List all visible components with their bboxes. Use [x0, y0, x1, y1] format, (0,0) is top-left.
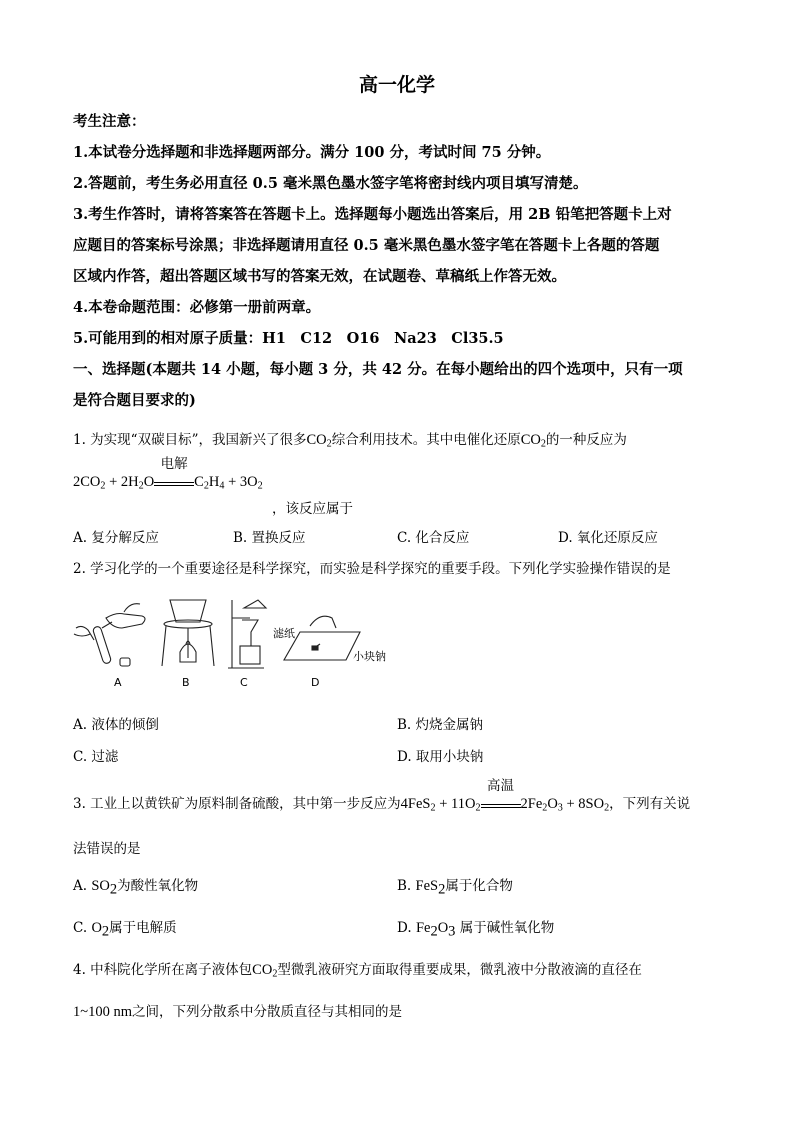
notice-item-2: 2.答题前，考生务必用直径 0.5 毫米黑色墨水签字笔将密封线内项目填写清楚。: [73, 175, 588, 192]
notice-item-5: 5.可能用到的相对原子质量：H1 C12 O16 Na23 Cl35.5: [73, 330, 504, 347]
q1-text-b: 综合利用技术。其中电催化还原: [331, 432, 521, 448]
notice-item-3-cont2: 区域内作答，超出答题区域书写的答案无效，在试题卷、草稿纸上作答无效。: [73, 268, 566, 285]
q3-stem: 3. 工业上以黄铁矿为原料制备硫酸，其中第一步反应为$4FeS_2 + 11O_2$ 高温 $2Fe_2O_3 + 8SO_2$，下列有关说: [73, 792, 690, 813]
q3-option-d: D. $Fe_2O_3$ 属于碱性氧化物: [397, 920, 555, 940]
figure-letter-b: B: [182, 676, 190, 689]
q3-option-a: A. $SO_2$为酸性氧化物: [73, 878, 199, 898]
q2-option-d: D. 取用小块钠: [397, 749, 484, 765]
q2-stem: 2. 学习化学的一个重要途径是科学探究，而实验是科学探究的重要手段。下列化学实验操作错误的是: [73, 561, 671, 577]
figure-c-filtration: [224, 598, 270, 672]
q4-range: 1~100 nm: [73, 1004, 132, 1020]
q1-option-d: D. 氧化还原反应: [558, 530, 658, 546]
page-title: 高一化学: [358, 74, 435, 96]
q1-option-b: B. 置换反应: [233, 530, 306, 546]
figure-a-liquid-pouring: [68, 598, 158, 670]
q1-option-a: A. 复分解反应: [73, 530, 159, 546]
figure-label-sodium: 小块钠: [353, 650, 386, 663]
q1-co2-b: $CO_2$: [520, 432, 546, 450]
figure-label-filter-paper: 滤纸: [273, 627, 295, 640]
q4-stem-cont: 1~100 nm之间，下列分散系中分散质直径与其相同的是: [73, 1004, 402, 1020]
q1-co2: $CO_2$: [306, 432, 332, 450]
q3-condition: 高温: [487, 777, 514, 794]
q3-stem-cont: 法错误的是: [73, 841, 141, 857]
q3-option-b: B. FeS$_2$属于化合物: [397, 878, 513, 898]
q1-tail: ，该反应属于: [272, 501, 353, 517]
q3-equation: $4FeS_2 + 11O_2$ 高温 $2Fe_2O_3 + 8SO_2$: [401, 796, 609, 812]
notice-heading: 考生注意：: [73, 113, 146, 130]
notice-item-1: 1.本试卷分选择题和非选择题两部分。满分 100 分，考试时间 75 分钟。: [73, 144, 551, 161]
q2-option-c: C. 过滤: [73, 749, 119, 765]
q1-condition: 电解: [160, 455, 188, 472]
figure-b-burning-sodium: [158, 596, 218, 672]
q2-option-a: A. 液体的倾倒: [73, 717, 159, 733]
q4-co2: $CO_2$: [252, 962, 278, 980]
figure-letter-d: D: [311, 676, 320, 689]
q1-text-c: 的一种反应为: [545, 432, 627, 448]
q1-option-c: C. 化合反应: [397, 530, 470, 546]
notice-item-4: 4.本卷命题范围：必修第一册前两章。: [73, 299, 321, 316]
notice-item-3: 3.考生作答时，请将答案答在答题卡上。选择题每小题选出答案后，用 2B 铅笔把答题卡上对: [73, 206, 672, 223]
section-heading-line1: 一、选择题(本题共 14 小题，每小题 3 分，共 42 分。在每小题给出的四个选项中，只有一项: [73, 361, 683, 378]
section-heading-line2: 是符合题目要求的): [73, 392, 196, 409]
q4-stem: 4. 中科院化学所在离子液体包$CO_2$型微乳液研究方面取得重要成果，微乳液中分散液滴的直径在: [73, 962, 642, 980]
notice-item-3-cont: 应题目的答案标号涂黑；非选择题请用直径 0.5 毫米黑色墨水签字笔在答题卡上各题的答题: [73, 237, 660, 254]
figure-letter-c: C: [240, 676, 248, 689]
q2-option-b: B. 灼烧金属钠: [397, 717, 484, 733]
q1-text-a: 1. 为实现“双碳目标”，我国新兴了很多: [73, 432, 307, 448]
figure-letter-a: A: [114, 676, 122, 689]
q1-equation: $2CO_2 + 2H_2O$ 电解 $C_2H_4 + 3O_2$: [73, 474, 263, 491]
q1-stem: [73, 428, 627, 449]
q3-option-c: C. $O_2$属于电解质: [73, 920, 177, 940]
